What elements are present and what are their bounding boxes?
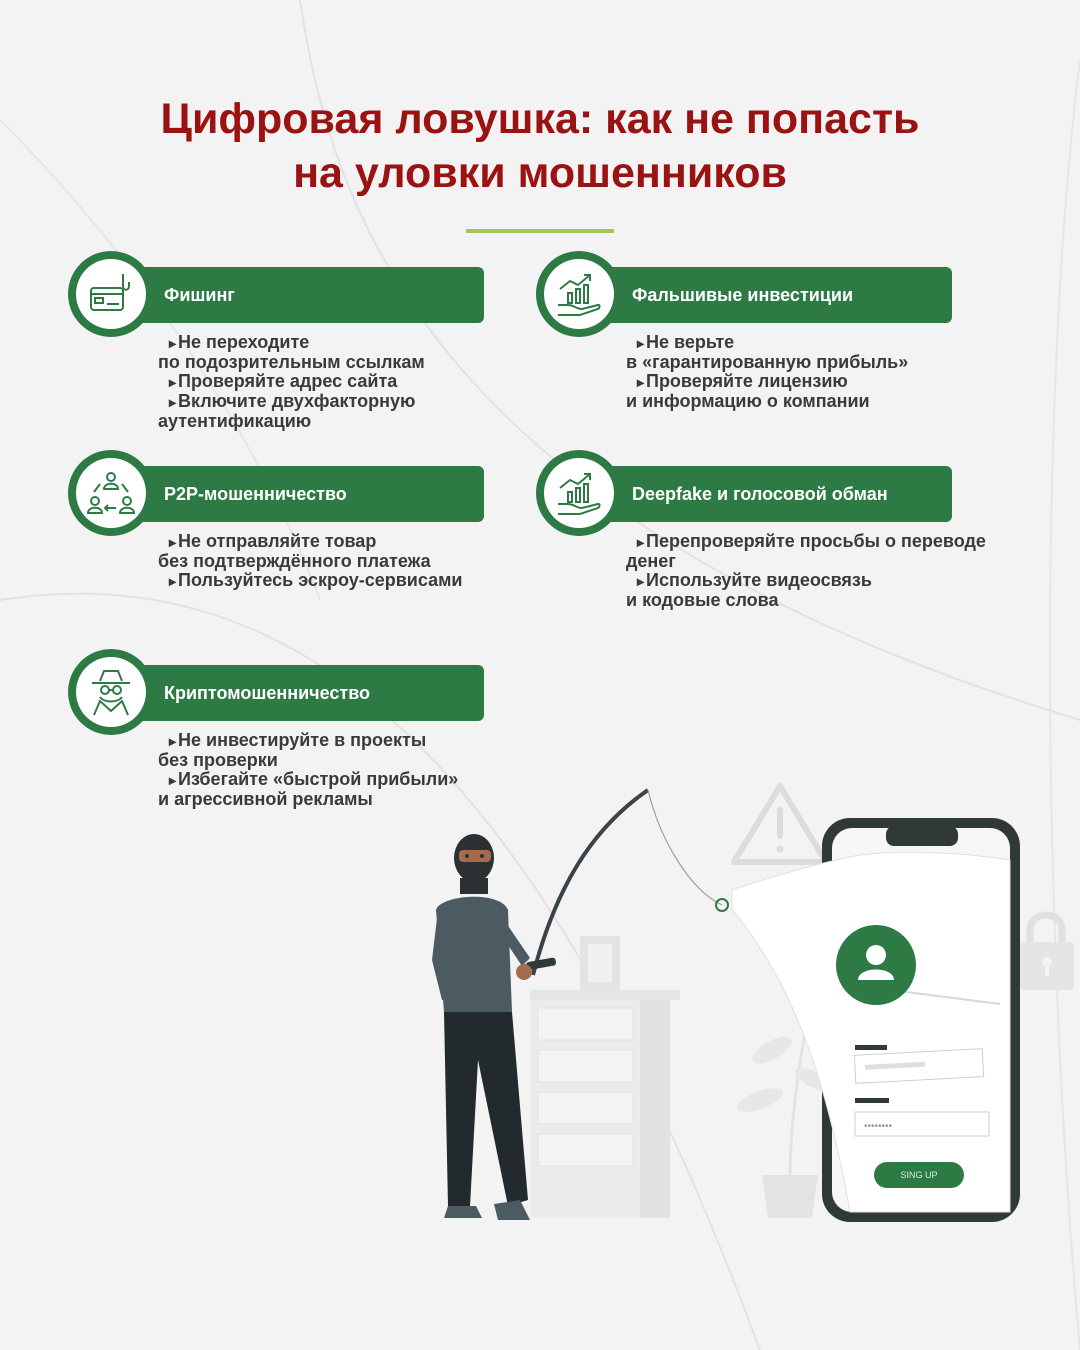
growth-chart-hand-icon [554, 269, 604, 319]
growth-chart-hand-icon [554, 468, 604, 518]
card-tips [158, 532, 538, 591]
title-divider [466, 229, 614, 233]
spy-hat-icon [86, 667, 136, 717]
tip-item: ▸ Не верьте в «гарантированную прибыль» [626, 333, 1006, 372]
card-icon-circle [536, 450, 622, 536]
card-phishing [68, 251, 498, 431]
card-icon-circle [536, 251, 622, 337]
card-tips [626, 532, 1026, 610]
card-tips [626, 333, 1006, 411]
cabinet-decoration [530, 936, 680, 1218]
tip-item: ▸ Не переходите по подозрительным ссылкам [158, 333, 538, 372]
tip-item: ▸ Не отправляйте товар без подтверждённого платежа [158, 532, 538, 571]
card-p2p-fraud [68, 450, 498, 600]
people-exchange-icon [86, 468, 136, 518]
card-tips [158, 333, 538, 431]
card-title: Фишинг [164, 285, 235, 305]
warning-triangle-icon [734, 786, 826, 862]
card-deepfake [536, 450, 986, 610]
tip-item: ▸ Включите двухфакторную аутентификацию [158, 392, 538, 431]
tip-item: ▸ Пользуйтесь эскроу-сервисами [158, 571, 538, 591]
card-title: Криптомошенничество [164, 683, 371, 703]
phishing-illustration [420, 760, 1080, 1240]
page-title [0, 92, 1080, 200]
password-mask: •••••••• [864, 1121, 893, 1132]
phishing-card-hook-icon [87, 270, 135, 318]
tip-item: ▸ Проверяйте лицензию и информацию о компании [626, 372, 1006, 411]
tip-item: ▸ Перепроверяйте просьбы о переводе денег [626, 532, 1026, 571]
card-icon-circle [68, 649, 154, 735]
card-fake-investments [536, 251, 966, 411]
signup-button[interactable]: SING UP [900, 1170, 938, 1180]
padlock-icon [1020, 915, 1074, 990]
title-line-1: Цифровая ловушка: как не попасть [160, 95, 920, 143]
fishing-rod [526, 790, 728, 975]
tip-item: ▸ Избегайте «быстрой прибыли» и агрессивной рекламы [158, 770, 538, 809]
tip-item: ▸ Не инвестируйте в проекты без проверки [158, 731, 538, 770]
card-title: Фальшивые инвестиции [632, 285, 854, 305]
tip-item: ▸ Используйте видеосвязь и кодовые слова [626, 571, 1026, 610]
card-title: Deepfake и голосовой обман [632, 484, 888, 504]
hooked-login-sheet [732, 852, 1010, 1212]
tip-item: ▸ Проверяйте адрес сайта [158, 372, 538, 392]
title-line-2: на уловки мошенников [293, 149, 787, 197]
card-title: P2P-мошенничество [164, 484, 347, 504]
card-icon-circle [68, 450, 154, 536]
hacker-figure [432, 834, 532, 1220]
card-icon-circle [68, 251, 154, 337]
